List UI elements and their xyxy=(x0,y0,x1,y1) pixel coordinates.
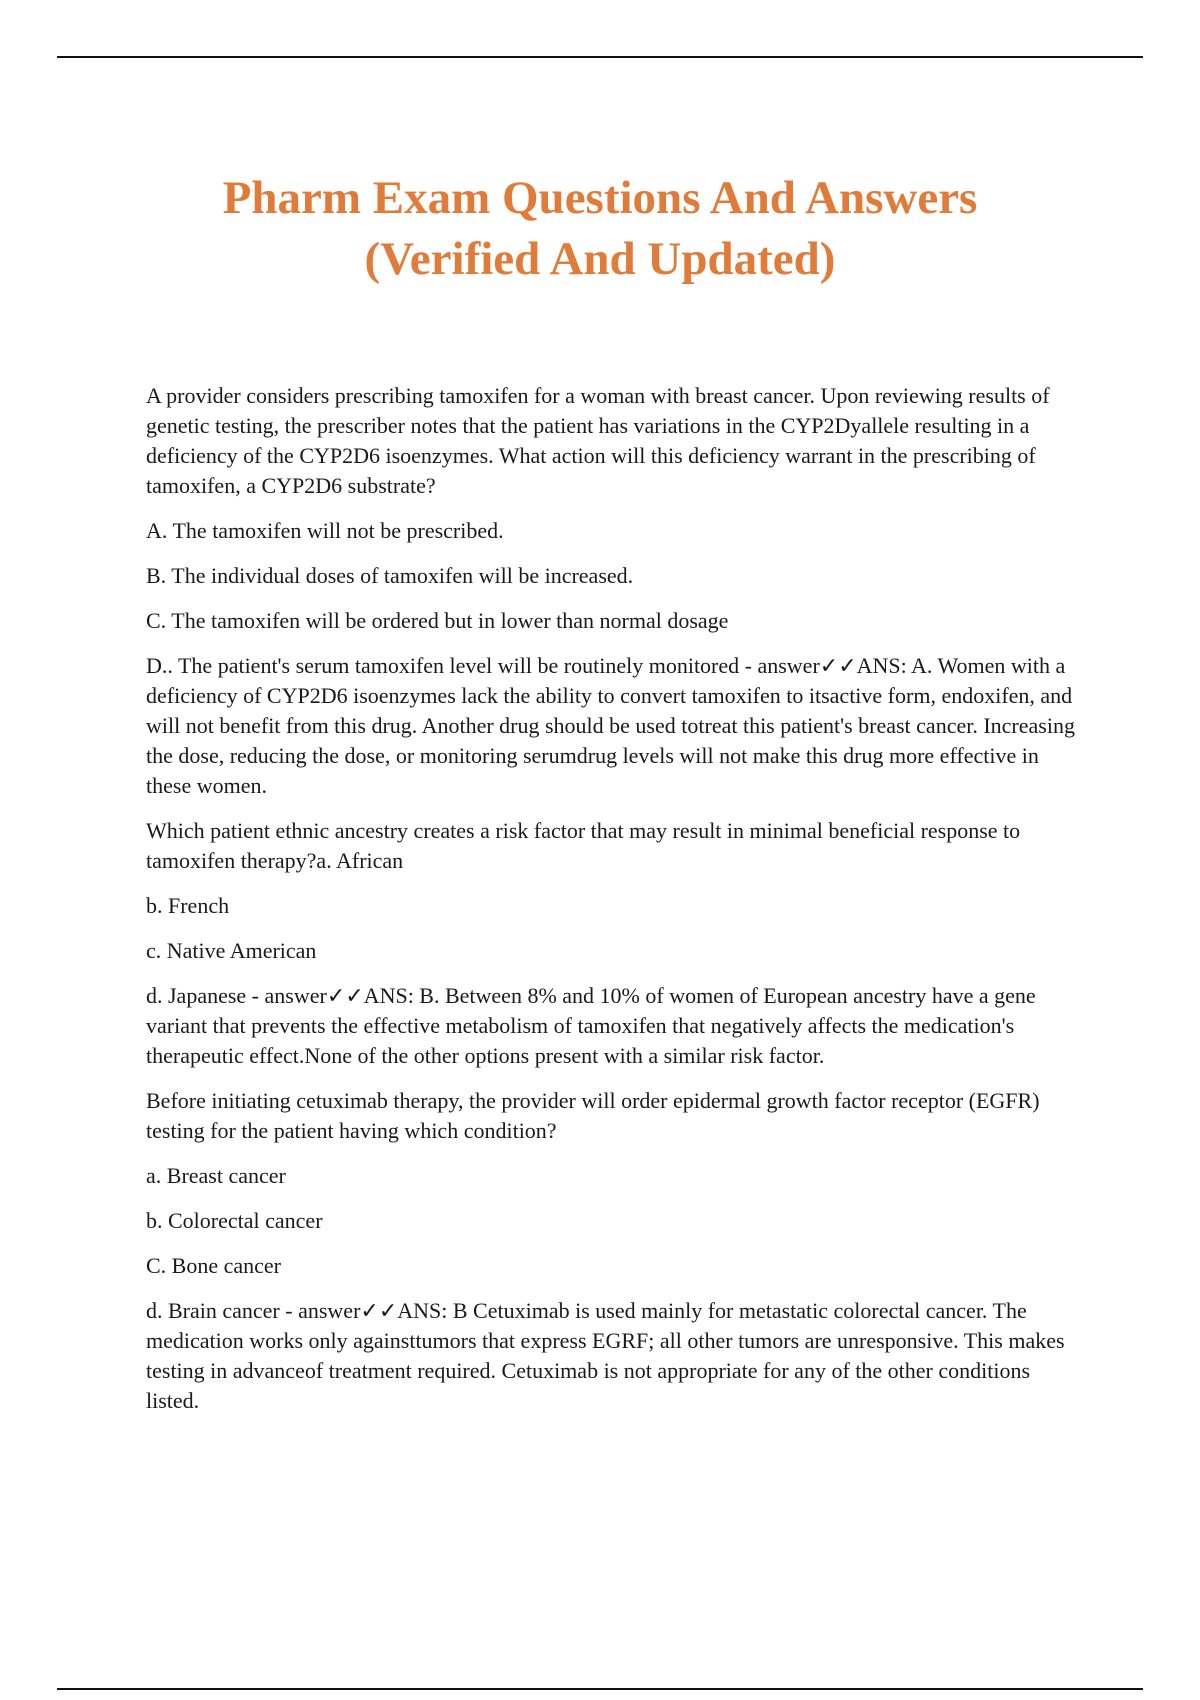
question-2-option-d-answer: d. Japanese - answer✓✓ANS: B. Between 8% and 10% of women of European ancestry have a gene variant that prevents the effective metabolism of tamoxifen that negatively affects the medication's therapeutic effect.None of the other options present with a similar risk factor. xyxy=(146,983,1036,1068)
question-2-option-c: c. Native American xyxy=(146,938,317,963)
question-3-stem: Before initiating cetuximab therapy, the provider will order epidermal growth factor receptor (EGFR) testing for the patient having which condition? xyxy=(146,1088,1040,1143)
title-line-2: (Verified And Updated) xyxy=(364,233,836,285)
question-1-option-b: B. The individual doses of tamoxifen will be increased. xyxy=(146,563,634,588)
bottom-rule xyxy=(57,1688,1143,1690)
question-1-option-a: A. The tamoxifen will not be prescribed. xyxy=(146,518,504,543)
question-3-option-b: b. Colorectal cancer xyxy=(146,1208,323,1233)
question-2-stem: Which patient ethnic ancestry creates a risk factor that may result in minimal beneficial response to tamoxifen therapy?a. African xyxy=(146,818,1021,873)
question-3-option-d-answer: d. Brain cancer - answer✓✓ANS: B Cetuximab is used mainly for metastatic colorectal cancer. The medication works only againsttumors that express EGRF; all other tumors are unresponsive. This makes testing in advanceof treatment required. Cetuximab is not appropriate for any of the other conditions listed. xyxy=(146,1298,1065,1413)
question-1-stem: A provider considers prescribing tamoxifen for a woman with breast cancer. Upon reviewing results of genetic testing, the prescriber notes that the patient has variations in the CYP2Dyallele resulting in a deficiency of the CYP2D6 isoenzymes. What action will this deficiency warrant in the prescribing of tamoxifen, a CYP2D6 substrate? xyxy=(146,383,1050,498)
question-2-option-b: b. French xyxy=(146,893,230,918)
document-body xyxy=(146,381,1086,1431)
question-1-option-d-answer: D.. The patient's serum tamoxifen level will be routinely monitored - answer✓✓ANS: A. Women with a deficiency of CYP2D6 isoenzymes lack the ability to convert tamoxifen to itsactive form, endoxifen, and will not benefit from this drug. Another drug should be used totreat this patient's breast cancer. Increasing the dose, reducing the dose, or monitoring serumdrug levels will not make this drug more effective in these women. xyxy=(146,653,1075,798)
question-1-option-c: C. The tamoxifen will be ordered but in lower than normal dosage xyxy=(146,608,729,633)
question-3-option-a: a. Breast cancer xyxy=(146,1163,286,1188)
document-title xyxy=(120,168,1080,290)
top-rule xyxy=(57,56,1143,58)
question-3-option-c: C. Bone cancer xyxy=(146,1253,281,1278)
title-line-1: Pharm Exam Questions And Answers xyxy=(222,172,978,224)
